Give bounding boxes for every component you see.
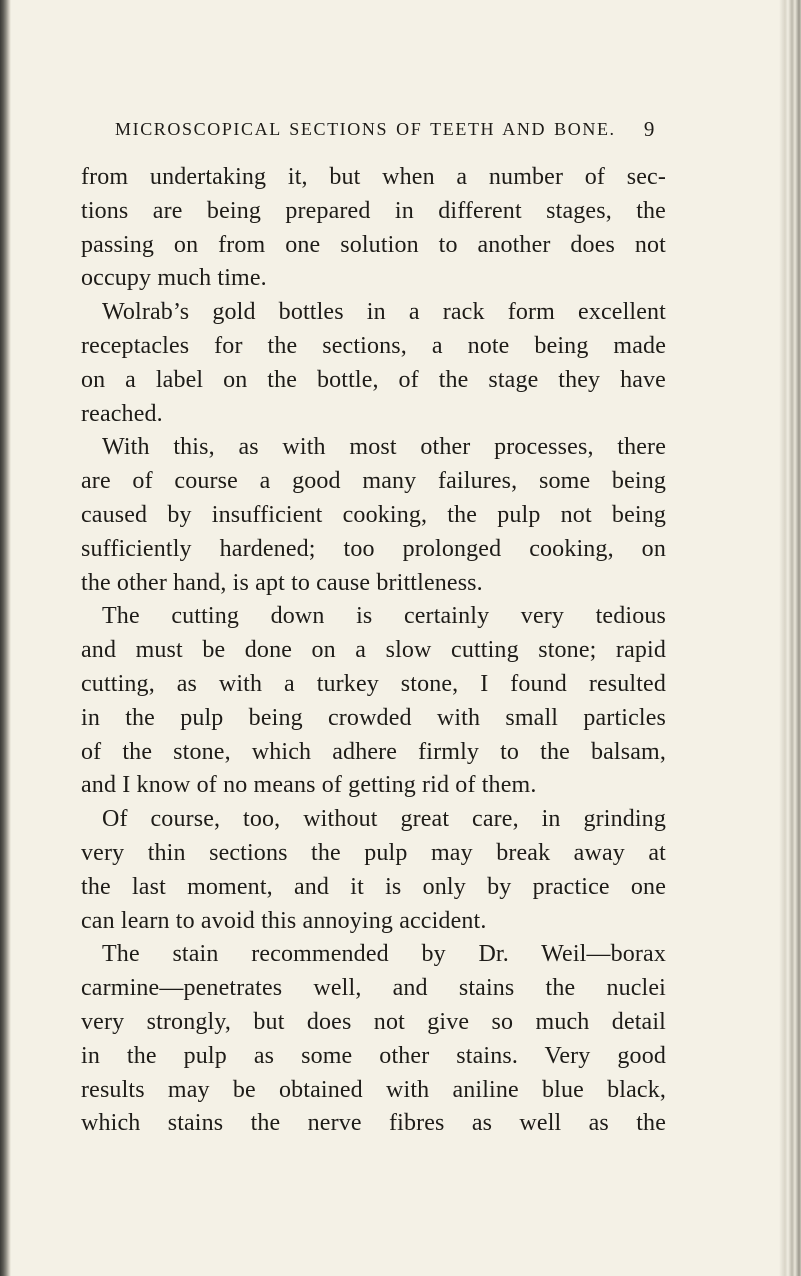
running-header-title: MICROSCOPICAL SECTIONS OF TEETH AND BONE. (115, 119, 616, 139)
text-line: cutting, as with a turkey stone, I found resulted (81, 670, 666, 697)
text-line: carmine—penetrates well, and stains the nuclei (81, 975, 666, 1002)
text-line: The stain recommended by Dr. Weil—borax (102, 941, 666, 968)
text-line: caused by insufficient cooking, the pulp not being (81, 501, 666, 528)
text-line: can learn to avoid this annoying accident. (81, 907, 487, 934)
text-line: on a label on the bottle, of the stage they have (81, 366, 666, 393)
text-line: tions are being prepared in different stages, the (81, 197, 666, 224)
text-line: from undertaking it, but when a number of sec- (81, 164, 666, 190)
text-line: passing on from one solution to another does not (81, 231, 666, 258)
text-line: occupy much time. (81, 265, 267, 292)
text-line: very strongly, but does not give so much detail (81, 1008, 666, 1035)
text-line: the last moment, and it is only by practice one (81, 873, 666, 900)
text-line: results may be obtained with aniline blue black, (81, 1076, 666, 1103)
text-line: sufficiently hardened; too prolonged cooking, on (81, 535, 666, 562)
text-line: Wolrab’s gold bottles in a rack form excellent (102, 299, 666, 326)
body-text (81, 161, 666, 1141)
running-header (81, 113, 666, 147)
text-line: in the pulp being crowded with small particles (81, 704, 666, 731)
text-line: very thin sections the pulp may break away at (81, 839, 666, 866)
book-page (81, 113, 666, 1141)
text-line: which stains the nerve fibres as well as the (81, 1110, 666, 1137)
text-line: of the stone, which adhere firmly to the balsam, (81, 738, 666, 765)
text-line: The cutting down is certainly very tedious (102, 603, 666, 630)
text-line: the other hand, is apt to cause brittleness. (81, 569, 483, 596)
text-line: and I know of no means of getting rid of them. (81, 772, 537, 799)
text-line: and must be done on a slow cutting stone; rapid (81, 637, 666, 664)
text-line: in the pulp as some other stains. Very good (81, 1042, 666, 1069)
text-line: With this, as with most other processes, there (102, 434, 666, 461)
text-line: reached. (81, 400, 163, 427)
page-binding-shadow (0, 0, 11, 1276)
page-edge-shadow (779, 0, 801, 1276)
text-line: Of course, too, without great care, in grinding (102, 806, 666, 833)
page-number: 9 (643, 117, 656, 141)
text-line: receptacles for the sections, a note being made (81, 332, 666, 359)
text-line: are of course a good many failures, some being (81, 468, 666, 495)
